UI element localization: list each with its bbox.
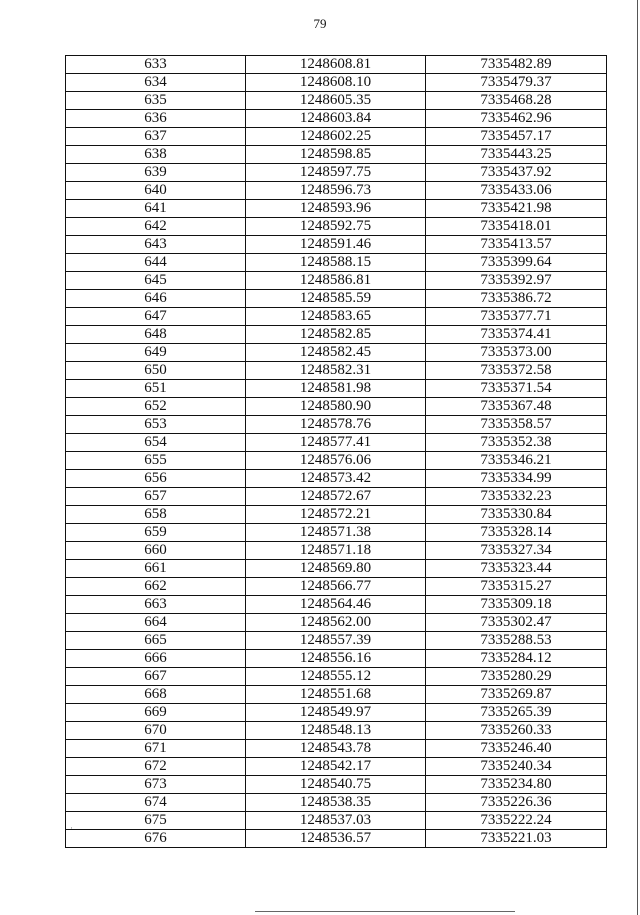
x-coordinate-cell: 1248571.18 — [246, 542, 426, 560]
y-coordinate-cell: 7335413.57 — [426, 236, 607, 254]
y-coordinate-cell: 7335265.39 — [426, 704, 607, 722]
y-coordinate-cell: 7335372.58 — [426, 362, 607, 380]
point-number-cell: 652 — [66, 398, 246, 416]
x-coordinate-cell: 1248536.57 — [246, 830, 426, 848]
x-coordinate-cell: 1248556.16 — [246, 650, 426, 668]
scan-edge-bottom — [255, 911, 515, 912]
scan-speck: · — [70, 823, 73, 833]
y-coordinate-cell: 7335234.80 — [426, 776, 607, 794]
table-row — [66, 290, 607, 308]
x-coordinate-cell: 1248564.46 — [246, 596, 426, 614]
x-coordinate-cell: 1248572.67 — [246, 488, 426, 506]
x-coordinate-cell: 1248562.00 — [246, 614, 426, 632]
table-row — [66, 380, 607, 398]
y-coordinate-cell: 7335479.37 — [426, 74, 607, 92]
x-coordinate-cell: 1248549.97 — [246, 704, 426, 722]
table-row — [66, 74, 607, 92]
point-number-cell: 668 — [66, 686, 246, 704]
y-coordinate-cell: 7335371.54 — [426, 380, 607, 398]
table-row — [66, 416, 607, 434]
y-coordinate-cell: 7335327.34 — [426, 542, 607, 560]
coordinates-table — [65, 55, 607, 848]
y-coordinate-cell: 7335468.28 — [426, 92, 607, 110]
point-number-cell: 670 — [66, 722, 246, 740]
table-row — [66, 56, 607, 74]
y-coordinate-cell: 7335315.27 — [426, 578, 607, 596]
point-number-cell: 661 — [66, 560, 246, 578]
table-row — [66, 758, 607, 776]
table-row — [66, 794, 607, 812]
point-number-cell: 654 — [66, 434, 246, 452]
table-row — [66, 344, 607, 362]
x-coordinate-cell: 1248598.85 — [246, 146, 426, 164]
point-number-cell: 662 — [66, 578, 246, 596]
x-coordinate-cell: 1248548.13 — [246, 722, 426, 740]
x-coordinate-cell: 1248582.45 — [246, 344, 426, 362]
table-row — [66, 218, 607, 236]
x-coordinate-cell: 1248569.80 — [246, 560, 426, 578]
x-coordinate-cell: 1248605.35 — [246, 92, 426, 110]
point-number-cell: 635 — [66, 92, 246, 110]
point-number-cell: 644 — [66, 254, 246, 272]
x-coordinate-cell: 1248557.39 — [246, 632, 426, 650]
x-coordinate-cell: 1248578.76 — [246, 416, 426, 434]
table-row — [66, 578, 607, 596]
y-coordinate-cell: 7335302.47 — [426, 614, 607, 632]
y-coordinate-cell: 7335222.24 — [426, 812, 607, 830]
x-coordinate-cell: 1248596.73 — [246, 182, 426, 200]
x-coordinate-cell: 1248593.96 — [246, 200, 426, 218]
y-coordinate-cell: 7335443.25 — [426, 146, 607, 164]
y-coordinate-cell: 7335269.87 — [426, 686, 607, 704]
y-coordinate-cell: 7335374.41 — [426, 326, 607, 344]
point-number-cell: 637 — [66, 128, 246, 146]
x-coordinate-cell: 1248542.17 — [246, 758, 426, 776]
table-row — [66, 200, 607, 218]
point-number-cell: 666 — [66, 650, 246, 668]
x-coordinate-cell: 1248572.21 — [246, 506, 426, 524]
point-number-cell: 664 — [66, 614, 246, 632]
y-coordinate-cell: 7335288.53 — [426, 632, 607, 650]
x-coordinate-cell: 1248571.38 — [246, 524, 426, 542]
point-number-cell: 651 — [66, 380, 246, 398]
point-number-cell: 672 — [66, 758, 246, 776]
y-coordinate-cell: 7335367.48 — [426, 398, 607, 416]
table-row — [66, 452, 607, 470]
y-coordinate-cell: 7335280.29 — [426, 668, 607, 686]
y-coordinate-cell: 7335284.12 — [426, 650, 607, 668]
y-coordinate-cell: 7335457.17 — [426, 128, 607, 146]
x-coordinate-cell: 1248580.90 — [246, 398, 426, 416]
x-coordinate-cell: 1248608.10 — [246, 74, 426, 92]
table-row — [66, 812, 607, 830]
point-number-cell: 643 — [66, 236, 246, 254]
y-coordinate-cell: 7335352.38 — [426, 434, 607, 452]
table-row — [66, 614, 607, 632]
y-coordinate-cell: 7335260.33 — [426, 722, 607, 740]
x-coordinate-cell: 1248588.15 — [246, 254, 426, 272]
y-coordinate-cell: 7335221.03 — [426, 830, 607, 848]
x-coordinate-cell: 1248591.46 — [246, 236, 426, 254]
table-row — [66, 182, 607, 200]
table-row — [66, 722, 607, 740]
point-number-cell: 646 — [66, 290, 246, 308]
x-coordinate-cell: 1248603.84 — [246, 110, 426, 128]
table-row — [66, 272, 607, 290]
table-row — [66, 164, 607, 182]
point-number-cell: 656 — [66, 470, 246, 488]
point-number-cell: 675 — [66, 812, 246, 830]
y-coordinate-cell: 7335240.34 — [426, 758, 607, 776]
table-row — [66, 668, 607, 686]
y-coordinate-cell: 7335433.06 — [426, 182, 607, 200]
x-coordinate-cell: 1248555.12 — [246, 668, 426, 686]
x-coordinate-cell: 1248581.98 — [246, 380, 426, 398]
x-coordinate-cell: 1248576.06 — [246, 452, 426, 470]
point-number-cell: 642 — [66, 218, 246, 236]
point-number-cell: 663 — [66, 596, 246, 614]
y-coordinate-cell: 7335358.57 — [426, 416, 607, 434]
y-coordinate-cell: 7335334.99 — [426, 470, 607, 488]
point-number-cell: 673 — [66, 776, 246, 794]
y-coordinate-cell: 7335482.89 — [426, 56, 607, 74]
y-coordinate-cell: 7335437.92 — [426, 164, 607, 182]
point-number-cell: 634 — [66, 74, 246, 92]
y-coordinate-cell: 7335377.71 — [426, 308, 607, 326]
point-number-cell: 667 — [66, 668, 246, 686]
page-number: 79 — [313, 16, 327, 31]
x-coordinate-cell: 1248551.68 — [246, 686, 426, 704]
table-row — [66, 632, 607, 650]
y-coordinate-cell: 7335373.00 — [426, 344, 607, 362]
y-coordinate-cell: 7335323.44 — [426, 560, 607, 578]
table-row — [66, 236, 607, 254]
x-coordinate-cell: 1248583.65 — [246, 308, 426, 326]
table-row — [66, 326, 607, 344]
x-coordinate-cell: 1248577.41 — [246, 434, 426, 452]
point-number-cell: 669 — [66, 704, 246, 722]
point-number-cell: 653 — [66, 416, 246, 434]
point-number-cell: 636 — [66, 110, 246, 128]
y-coordinate-cell: 7335246.40 — [426, 740, 607, 758]
point-number-cell: 671 — [66, 740, 246, 758]
x-coordinate-cell: 1248592.75 — [246, 218, 426, 236]
table-row — [66, 506, 607, 524]
table-row — [66, 542, 607, 560]
coordinates-table-body — [66, 56, 607, 848]
point-number-cell: 650 — [66, 362, 246, 380]
x-coordinate-cell: 1248573.42 — [246, 470, 426, 488]
point-number-cell: 655 — [66, 452, 246, 470]
table-row — [66, 686, 607, 704]
y-coordinate-cell: 7335386.72 — [426, 290, 607, 308]
x-coordinate-cell: 1248597.75 — [246, 164, 426, 182]
point-number-cell: 647 — [66, 308, 246, 326]
y-coordinate-cell: 7335226.36 — [426, 794, 607, 812]
point-number-cell: 665 — [66, 632, 246, 650]
table-row — [66, 560, 607, 578]
table-row — [66, 434, 607, 452]
table-row — [66, 740, 607, 758]
table-row — [66, 128, 607, 146]
table-row — [66, 362, 607, 380]
table-row — [66, 308, 607, 326]
y-coordinate-cell: 7335332.23 — [426, 488, 607, 506]
point-number-cell: 649 — [66, 344, 246, 362]
y-coordinate-cell: 7335346.21 — [426, 452, 607, 470]
x-coordinate-cell: 1248582.31 — [246, 362, 426, 380]
y-coordinate-cell: 7335392.97 — [426, 272, 607, 290]
x-coordinate-cell: 1248602.25 — [246, 128, 426, 146]
table-row — [66, 254, 607, 272]
table-row — [66, 596, 607, 614]
point-number-cell: 657 — [66, 488, 246, 506]
point-number-cell: 639 — [66, 164, 246, 182]
y-coordinate-cell: 7335421.98 — [426, 200, 607, 218]
table-row — [66, 470, 607, 488]
y-coordinate-cell: 7335309.18 — [426, 596, 607, 614]
y-coordinate-cell: 7335328.14 — [426, 524, 607, 542]
table-row — [66, 488, 607, 506]
point-number-cell: 645 — [66, 272, 246, 290]
x-coordinate-cell: 1248566.77 — [246, 578, 426, 596]
point-number-cell: 648 — [66, 326, 246, 344]
point-number-cell: 660 — [66, 542, 246, 560]
y-coordinate-cell: 7335399.64 — [426, 254, 607, 272]
table-row — [66, 524, 607, 542]
point-number-cell: 641 — [66, 200, 246, 218]
table-row — [66, 110, 607, 128]
table-row — [66, 398, 607, 416]
point-number-cell: 638 — [66, 146, 246, 164]
table-row — [66, 704, 607, 722]
point-number-cell: 676 — [66, 830, 246, 848]
point-number-cell: 659 — [66, 524, 246, 542]
point-number-cell: 633 — [66, 56, 246, 74]
point-number-cell: 640 — [66, 182, 246, 200]
point-number-cell: 658 — [66, 506, 246, 524]
table-row — [66, 92, 607, 110]
x-coordinate-cell: 1248537.03 — [246, 812, 426, 830]
x-coordinate-cell: 1248582.85 — [246, 326, 426, 344]
table-row — [66, 650, 607, 668]
x-coordinate-cell: 1248608.81 — [246, 56, 426, 74]
x-coordinate-cell: 1248586.81 — [246, 272, 426, 290]
y-coordinate-cell: 7335330.84 — [426, 506, 607, 524]
x-coordinate-cell: 1248543.78 — [246, 740, 426, 758]
table-row — [66, 830, 607, 848]
y-coordinate-cell: 7335462.96 — [426, 110, 607, 128]
y-coordinate-cell: 7335418.01 — [426, 218, 607, 236]
scan-edge-right — [637, 0, 638, 915]
x-coordinate-cell: 1248585.59 — [246, 290, 426, 308]
x-coordinate-cell: 1248540.75 — [246, 776, 426, 794]
table-row — [66, 146, 607, 164]
table-row — [66, 776, 607, 794]
point-number-cell: 674 — [66, 794, 246, 812]
x-coordinate-cell: 1248538.35 — [246, 794, 426, 812]
